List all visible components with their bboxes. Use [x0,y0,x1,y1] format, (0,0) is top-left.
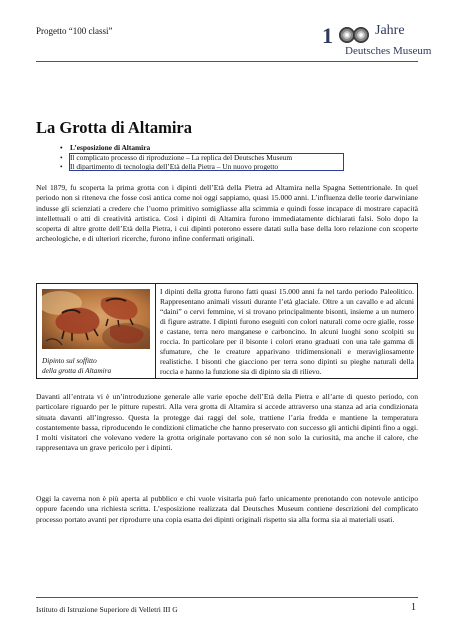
footer-rule [36,597,418,598]
toc-item-label: Il complicato processo di riproduzione – La replica del Deutsches Museum [70,152,293,162]
bison-painting-graphic [42,289,150,349]
visit-paragraph: Oggi la caverna non è più aperta al pubblico e chi vuole visitarla può farlo unicamente prenotando con notevole anticipo oppure facendo una richiesta scritta. L’esposizione realizzata dal Deutsches Museum contiene descrizioni del complicato processo portato avanti per riprodurre una copia esatta dei dipinti originali rispetto sia alla forma sia ai materiali usati. [36,494,418,524]
toc-item-label: L’esposizione di Altamira [70,143,151,152]
figure-box [36,283,418,379]
header-rule [36,61,418,62]
intro-paragraph: Nel 1879, fu scoperta la prima grotta con i dipinti dell’Età della Pietra ad Altamira nella Spagna Settentrionale. In quel periodo non si riteneva che fosse così antica come noi oggi sappiamo, quasi 15.000 anni. L’influenza delle teorie darwiniane indusse gli scienziati a credere che l’uomo primitivo somigliasse alla scimmia e quindi fosse incapace di mostrare capacità intellettuali o atti di creatività artistica. Così i dipinti di Altamira furono immediatamente dichiarati falsi. Solo dopo la scoperta di altre grotte dell’Età della Pietra, i cui dipinti poterono essere datati sulla base della loro relazione con scoperte archeologiche, e di ulteriori ricerche, furono infine confermati originali. [36,183,418,244]
figure-caption [42,356,152,375]
caption-line: Dipinto sul soffitto [42,356,97,365]
logo-museum-name: Deutsches Museum [345,45,432,57]
logo-disc-icon [353,27,369,43]
cave-painting-image [42,289,150,349]
toc-link-frame [69,153,344,171]
logo-jahre: Jahre [375,23,405,38]
page-title: La Grotta di Altamira [36,118,192,137]
entrance-paragraph: Davanti all’entrata vi è un’introduzione generale alle varie epoche dell’Età della Pietra e all’arte di questo periodo, con particolare riguardo per le pitture rupestri. Alla vera grotta di Altamira si accede attraverso una stanza ad aria condizionata situata davanti all’ingresso. Questa la protegge dai raggi del sole, trattiene l’aria fredda e mantiene la temperatura costantemente bassa, riproducendo le condizioni climatiche che hanno preservato con successo gli antichi dipinti fino a oggi. I molti visitatori che volevano vedere la grotta originale portavano con sé non solo la curiosità, ma anche il calore, che rappresentava un grave pericolo per i dipinti. [36,392,418,453]
figure-description: I dipinti della grotta furono fatti quasi 15.000 anni fa nel tardo periodo Paleolitico. Rappresentano animali vissuti durante l’età glaciale. Oltre a un cavallo e ad alcuni “daini” o cervi femmine, vi si trovano principalmente bisonti, insieme a un numero di figure astratte. I dipinti furono eseguiti con colori naturali come ocre gialle, rosse e castane, terra nero manganese e carboncino. In alcuni luoghi sono scolpiti su roccia. In particolare per il bisonte i colori erano graduati con una tale gamma di sfumature, che le creature apparivano tridimensionali e meravigliosamente realistiche. I bisonti che giacciono per terra sono dipinti su pieghe naturali della roccia e hanno la funzione sia di dipinto sia di rilievo. [160,287,414,376]
page-number: 1 [411,602,416,613]
logo-number: 1 [322,23,332,48]
header-project: Progetto “100 classi” [36,26,113,36]
footer-school: Istituto di Istruzione Superiore di Velletri III G [36,605,178,614]
figure-divider [155,284,156,378]
museum-logo [322,20,432,60]
caption-line: della grotta di Altamira [42,365,112,375]
toc-item-label: Il dipartimento di tecnologia dell’Età della Pietra – Un nuovo progetto [70,162,279,172]
toc-item[interactable] [60,143,292,153]
